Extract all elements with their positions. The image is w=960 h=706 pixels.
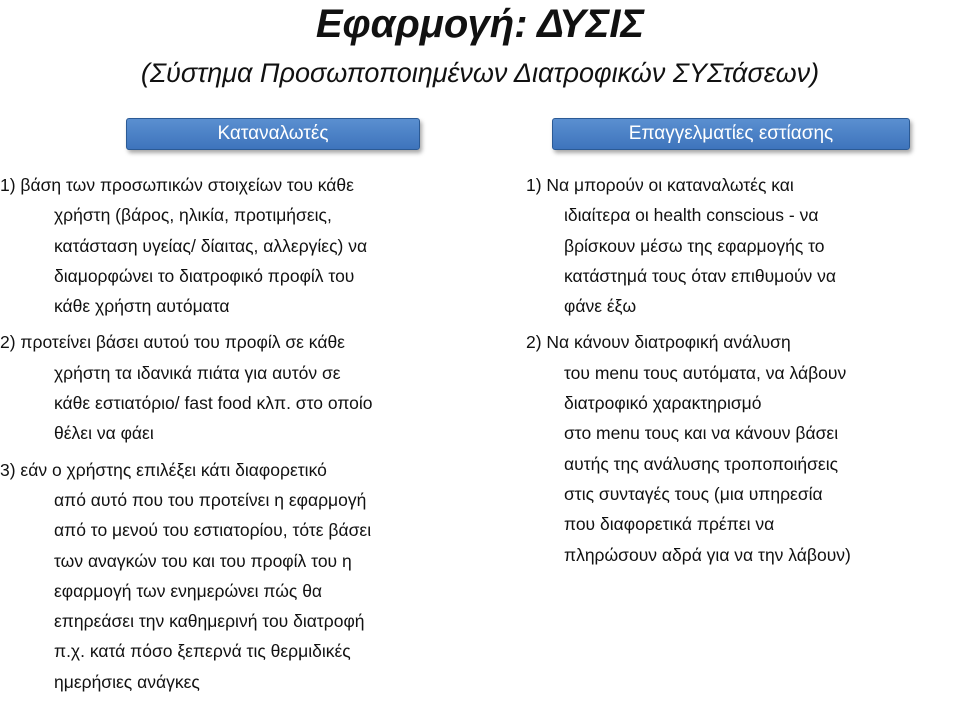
list-item <box>0 170 498 321</box>
text-line: στις συνταγές τους (μια υπηρεσία <box>564 483 823 504</box>
list-item <box>526 327 956 569</box>
text-line: χρήστη τα ιδανικά πιάτα για αυτόν σε <box>54 362 341 383</box>
text-line: 1) Να μπορούν οι καταναλωτές και <box>526 175 794 195</box>
list-item <box>0 455 498 697</box>
text-line: του menu τους αυτόματα, να λάβουν <box>564 362 847 383</box>
text-line: κατάστημά τους όταν επιθυμούν να <box>564 265 837 286</box>
professionals-header: Επαγγελματίες εστίασης <box>552 118 910 150</box>
page-subtitle: (Σύστημα Προσωποποιημένων Διατροφικών ΣΥΣτάσεων) <box>140 58 820 88</box>
text-line: από αυτό που του προτείνει η εφαρμογή <box>54 489 367 510</box>
text-line: επηρεάσει την καθημερινή του διατροφή <box>54 611 365 632</box>
professionals-column <box>526 118 956 576</box>
text-line: διατροφικό χαρακτηρισμό <box>564 393 762 414</box>
list-item <box>0 327 498 448</box>
text-line: φάνε έξω <box>564 296 637 317</box>
page-title: Εφαρμογή: ΔΥΣΙΣ <box>315 2 645 46</box>
text-line: θέλει να φάει <box>54 423 154 444</box>
text-line: κατάσταση υγείας/ δίαιτας, αλλεργίες) να <box>54 235 368 256</box>
text-line: ημερήσιες ανάγκες <box>54 671 200 692</box>
text-line: από το μενού του εστιατορίου, τότε βάσει <box>54 520 372 541</box>
text-line: 1) βάση των προσωπικών στοιχείων του κάθε <box>0 175 354 195</box>
text-line: διαμορφώνει το διατροφικό προφίλ του <box>54 265 355 286</box>
text-line: κάθε χρήστη αυτόματα <box>54 296 230 317</box>
text-line: που διαφορετικά πρέπει να <box>564 514 775 535</box>
text-line: βρίσκουν μέσω της εφαρμογής το <box>564 235 825 256</box>
text-line: 3) εάν ο χρήστης επιλέξει κάτι διαφορετικό <box>0 459 327 480</box>
text-line: χρήστη (βάρος, ηλικία, προτιμήσεις, <box>54 205 332 226</box>
text-line: πληρώσουν αδρά για να την λάβουν) <box>564 544 851 565</box>
consumers-list <box>0 170 498 697</box>
text-line: εφαρμογή των ενημερώνει πώς θα <box>54 580 323 601</box>
text-line: ιδιαίτερα οι health conscious - να <box>564 205 819 226</box>
text-line: 2) προτείνει βάσει αυτού του προφίλ σε κάθε <box>0 332 345 353</box>
text-line: αυτής της ανάλυσης τροποποιήσεις <box>564 453 839 474</box>
text-line: 2) Να κάνουν διατροφική ανάλυση <box>526 332 791 353</box>
text-line: π.χ. κατά πόσο ξεπερνά τις θερμιδικές <box>54 641 351 662</box>
professionals-list <box>526 170 956 570</box>
text-line: στο menu τους και να κάνουν βάσει <box>564 423 839 444</box>
text-line: κάθε εστιατόριο/ fast food κλπ. στο οποίο <box>54 393 373 414</box>
consumers-column <box>0 118 498 703</box>
list-item <box>526 170 956 321</box>
consumers-header: Καταναλωτές <box>126 118 420 150</box>
text-line: των αναγκών του και του προφίλ του η <box>54 550 352 571</box>
